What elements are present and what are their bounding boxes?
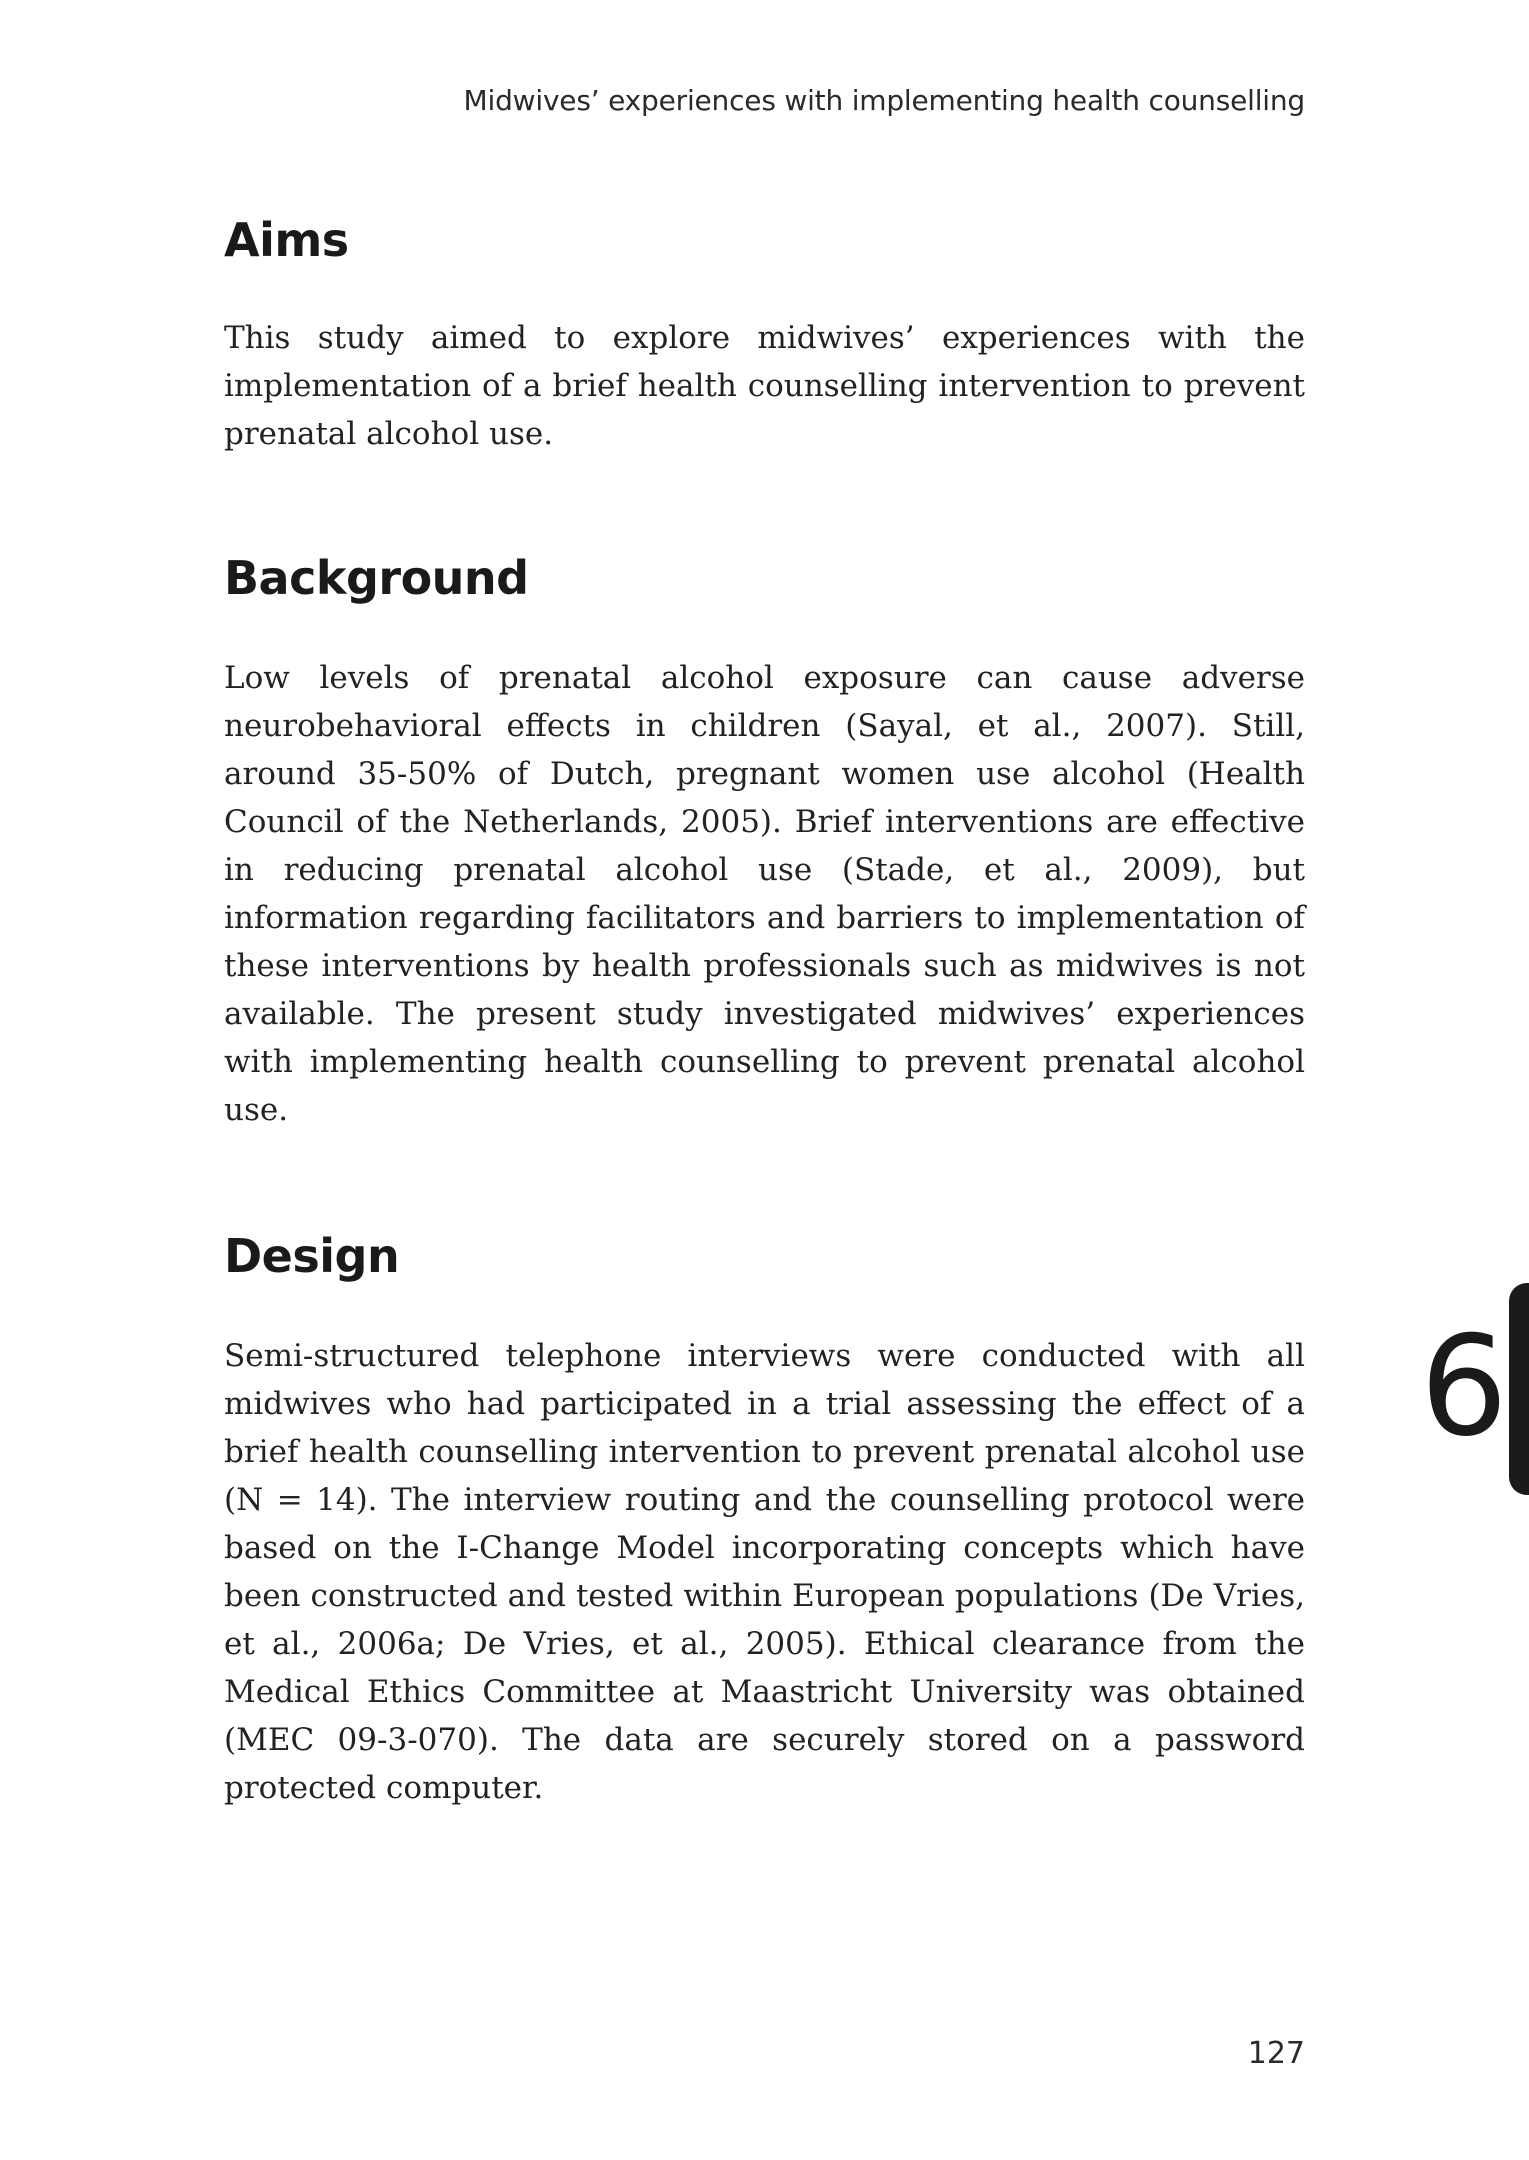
chapter-number: 6: [1420, 1306, 1508, 1467]
chapter-tab: [1509, 1283, 1529, 1495]
design-paragraph: Semi-structured telephone interviews were conducted with all midwives who had participated in a trial assessing the effect of a brief health counselling intervention to prevent prenatal alcohol use (N = 14). The interview routing and the counselling protocol were based on the I-Change Model incorporating concepts which have been constructed and tested within European populations (De Vries, et al., 2006a; De Vries, et al., 2005). Ethical clearance from the Medical Ethics Committee at Maastricht University was obtained (MEC 09-3-070). The data are securely stored on a password protected computer.: [224, 1338, 1305, 1806]
aims-paragraph: This study aimed to explore midwives’ experiences with the implementation of a brief health counselling intervention to prevent prenatal alcohol use.: [224, 320, 1305, 452]
running-header: Midwives’ experiences with implementing health counselling: [463, 84, 1305, 117]
background-paragraph: Low levels of prenatal alcohol exposure can cause adverse neurobehavioral effects in children (Sayal, et al., 2007). Still, around 35-50% of Dutch, pregnant women use alcohol (Health Council of the Netherlands, 2005). Brief interventions are effective in reducing prenatal alcohol use (Stade, et al., 2009), but information regarding facilitators and barriers to implementation of these interventions by health professionals such as midwives is not available. The present study investigated midwives’ experiences with implementing health counselling to prevent prenatal alcohol use.: [224, 660, 1305, 1128]
background-heading: Background: [224, 551, 529, 605]
page-content: [224, 200, 1305, 1812]
design-heading: Design: [224, 1229, 400, 1283]
aims-heading: Aims: [224, 213, 349, 267]
page-number: 127: [1247, 2036, 1305, 2071]
